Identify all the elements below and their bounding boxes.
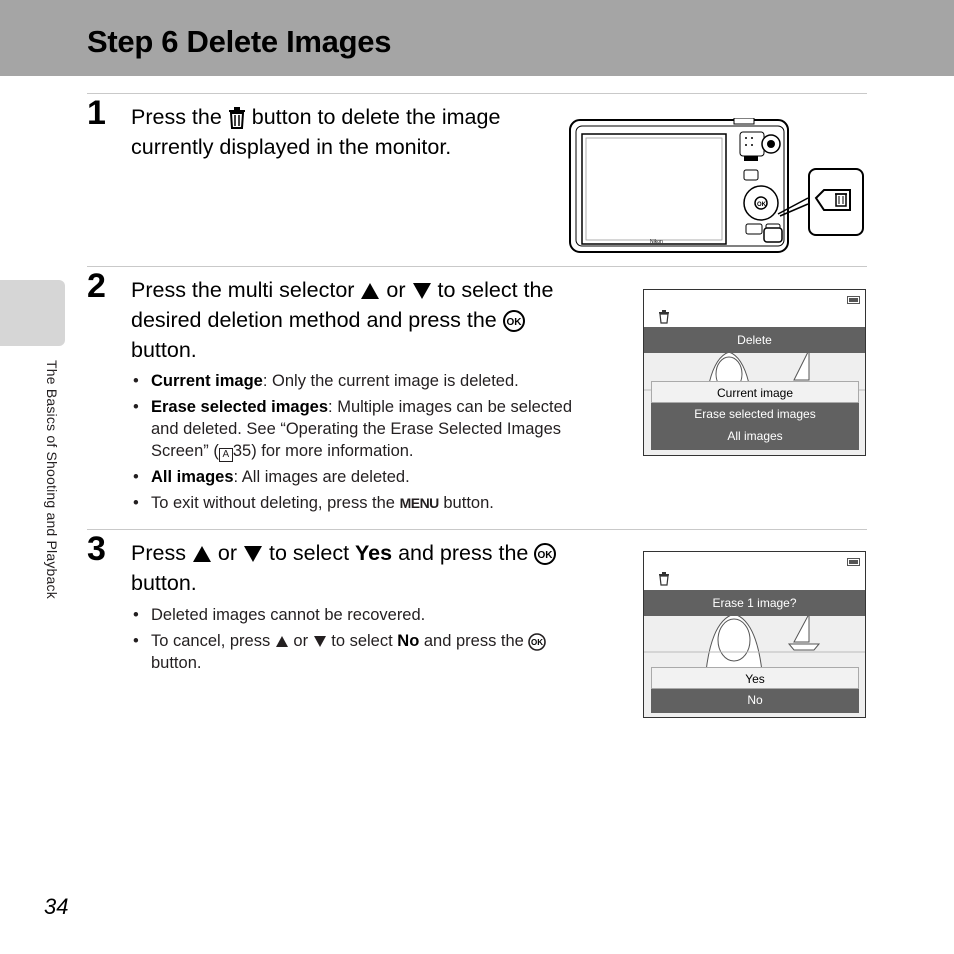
list-item: • To exit without deleting, press the MENU button.	[133, 494, 494, 512]
menu-option-erase-selected[interactable]: Erase selected images	[694, 407, 816, 421]
list-item: • To cancel, press or to select No and press the OK	[131, 630, 611, 652]
trash-icon	[658, 572, 670, 586]
book-reference-icon: A	[219, 448, 233, 462]
svg-text:OK: OK	[537, 550, 553, 562]
svg-text:OK: OK	[531, 637, 544, 647]
menu-option-all-images[interactable]: All images	[727, 429, 783, 443]
battery-icon	[847, 296, 861, 304]
battery-icon	[847, 558, 861, 566]
step2-instruction: Press the multi selector or to select the desired deletion method and press the OK button.	[131, 278, 554, 362]
section-tab	[0, 280, 65, 346]
step3-instruction: Press or to select Yes and press the OK button.	[131, 538, 556, 598]
down-arrow-icon	[313, 635, 327, 648]
svg-text:Nikon: Nikon	[650, 239, 663, 245]
list-item: • All images: All images are deleted.	[133, 468, 410, 486]
list-item: • Deleted images cannot be recovered.	[133, 606, 426, 624]
list-item-continued: and deleted. See “Operating the Erase Selected Images	[151, 420, 562, 438]
trash-icon	[658, 310, 670, 324]
ok-button-icon	[528, 633, 546, 651]
up-arrow-icon	[192, 545, 212, 563]
page-number: 34	[44, 894, 69, 919]
page-header	[0, 0, 954, 76]
screen-menu-title: Erase 1 image?	[644, 590, 865, 616]
menu-button-icon: MENU	[399, 495, 439, 511]
up-arrow-icon	[360, 282, 380, 300]
list-item-continued: Screen” ( A 35) for more information.	[151, 442, 414, 460]
trash-button-icon	[810, 170, 862, 234]
trash-button-callout	[808, 168, 864, 236]
divider	[87, 266, 867, 267]
divider	[87, 529, 867, 530]
section-label: The Basics of Shooting and Playback	[44, 360, 60, 599]
page-title: Step 6 Delete Images	[87, 24, 392, 59]
svg-text:OK: OK	[506, 317, 522, 329]
menu-option-no[interactable]: No	[747, 693, 763, 707]
menu-option-current-image[interactable]: Current image	[651, 381, 859, 403]
svg-text:OK: OK	[757, 202, 766, 208]
ok-button-icon	[503, 310, 525, 332]
screen-menu-title: Delete	[644, 327, 865, 353]
down-arrow-icon	[243, 545, 263, 563]
divider	[87, 93, 867, 94]
down-arrow-icon	[412, 282, 432, 300]
list-item: • Erase selected images: Multiple images can be selected	[133, 398, 572, 416]
step-number: 1	[87, 94, 106, 132]
confirm-options-menu	[651, 667, 859, 713]
up-arrow-icon	[275, 635, 289, 648]
step-number: 3	[87, 530, 106, 568]
step3-bullets	[131, 604, 611, 678]
step1-instruction: Press the button to delete the image currently displayed in the monitor.	[131, 105, 501, 159]
step-number: 2	[87, 267, 106, 305]
step2-bullets	[131, 370, 611, 518]
trash-icon	[228, 107, 246, 129]
delete-menu-screen	[643, 289, 866, 456]
list-item: • Current image: Only the current image is deleted.	[133, 372, 519, 390]
ok-button-icon	[534, 543, 556, 565]
menu-option-yes[interactable]: Yes	[651, 667, 859, 689]
delete-options-menu	[651, 381, 859, 450]
erase-confirm-screen	[643, 551, 866, 718]
list-item-continued: button.	[151, 654, 202, 672]
